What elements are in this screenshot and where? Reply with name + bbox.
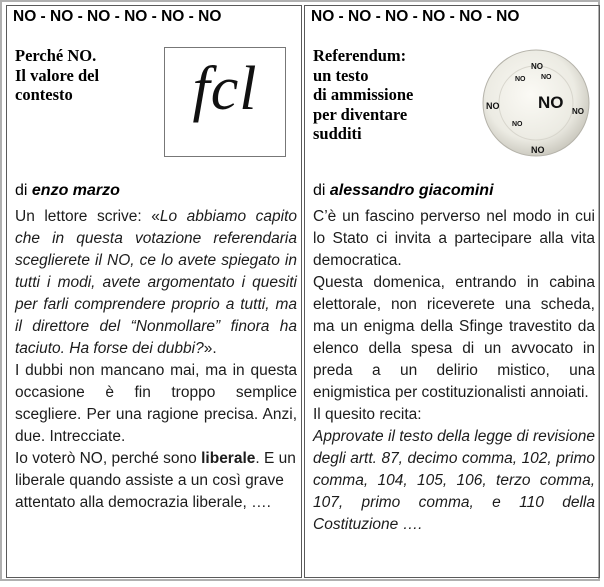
author-name[interactable]: alessandro giacomini [329,182,494,199]
no-banner: NO - NO - NO - NO - NO - NO [311,8,520,25]
author-name[interactable]: enzo marzo [31,182,120,199]
article-body [313,206,595,536]
author-byline: di alessandro giacomini [313,182,494,199]
paragraph: C’è un fascino perverso nel modo in cui lo Stato ci invita a partecipare alla vita democratica. [313,208,595,269]
svg-text:NO: NO [486,101,500,111]
paragraph: I dubbi non mancano mai, ma in questa occasione è fin troppo semplice scegliere. Per una ragione precisa. Anzi, due. Intrecciate. [15,362,297,445]
fcl-logo [164,47,286,157]
author-byline: di enzo marzo [15,182,120,199]
svg-text:NO: NO [538,93,564,112]
fcl-logo-text: fcl [192,55,258,123]
paragraph: Io voterò NO, perché sono liberale. E un liberale quando assiste a un così grave attentato alla democrazia liberale, …. [15,450,296,511]
article-title[interactable]: Referendum: un testo di ammissione per diventare sudditi [313,46,414,143]
paragraph: Approvate il testo della legge di revisione degli artt. 87, decimo comma, 102, primo comma, 104, 105, 106, terzo comma, 107, primo comma, e 110 della Costituzione …. [313,428,595,533]
paragraph: Questa domenica, entrando in cabina elettorale, non riceverete una scheda, ma un enigma della Sfinge travestito da elenco della spesa di un avvocato in preda a un delirio mistico, una enigmistica per costituzionalisti annoiati. [313,274,595,401]
svg-text:NO: NO [541,74,552,81]
paragraph: Un lettore scrive: «Lo abbiamo capito che in questa votazione referendaria sceglierete il NO, ce lo avete spiegato in tutti i modi, avete argomentato i quesiti per farli comprendere proprio a tutti, ma il direttore del “Nonmollare” finora ha taciuto. Ha forse dei dubbi?». [15,208,298,357]
no-banner: NO - NO - NO - NO - NO - NO [13,8,222,25]
paragraph: Il quesito recita: [313,406,422,423]
no-plate-image [481,48,591,158]
svg-text:NO: NO [531,145,545,155]
svg-text:NO: NO [515,76,526,83]
svg-text:NO: NO [531,62,543,71]
article-title[interactable]: Perché NO. Il valore del contesto [15,46,100,104]
svg-text:NO: NO [512,121,523,128]
svg-text:NO: NO [572,107,584,116]
right-article [304,5,600,578]
plate-icon [481,48,591,158]
article-body [15,206,297,514]
left-article [6,5,302,578]
